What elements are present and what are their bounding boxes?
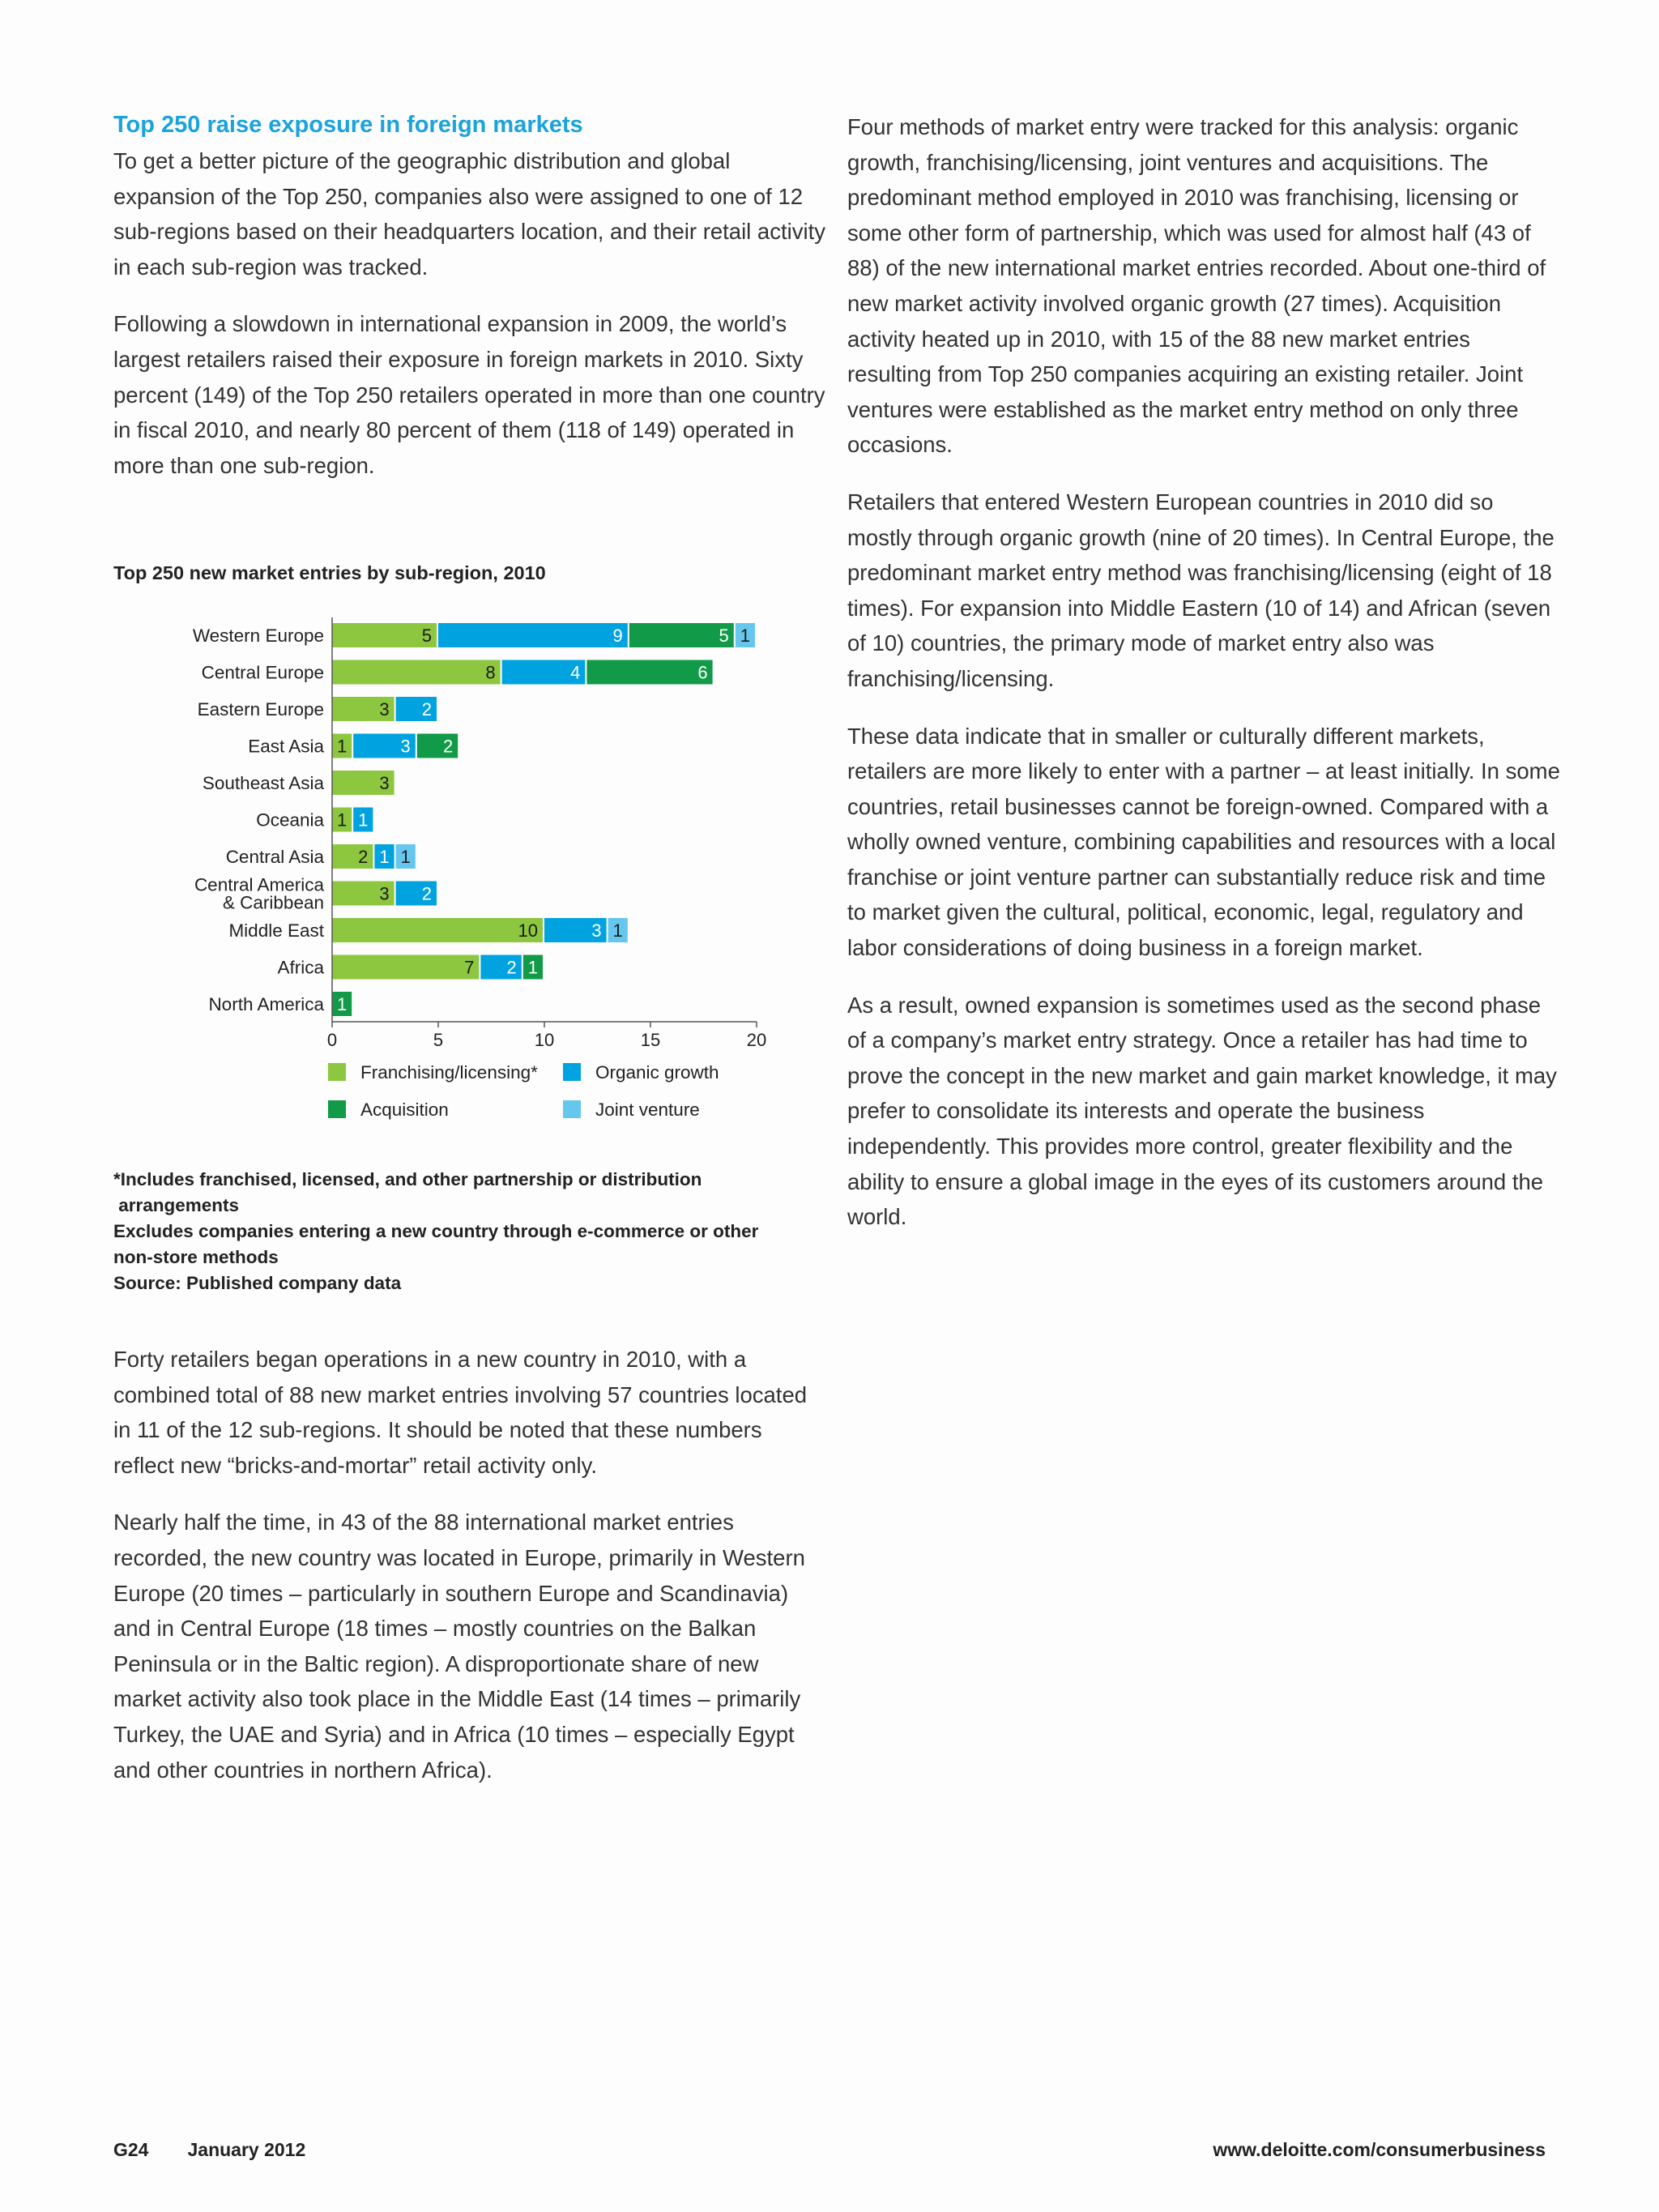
chart-note: *Includes franchised, licensed, and other partnership or distribution bbox=[113, 1169, 702, 1189]
chart-notes bbox=[113, 1167, 826, 1296]
bar-value-label: 3 bbox=[591, 920, 602, 941]
legend-label: Organic growth bbox=[595, 1062, 719, 1083]
paragraph: Four methods of market entry were tracked for this analysis: organic growth, franchising/licensing, joint ventures and acquisitions. The predominant method employed in 2010 was franchising, licensing or some other form of partnership, which was used for almost half (43 of 88) of the new international market entries recorded. About one-third of new market activity involved organic growth (27 times). Acquisition activity heated up in 2010, with 15 of the 88 new market entries resulting from Top 250 companies acquiring an existing retailer. Joint ventures were established as the market entry method on only three occasions. bbox=[847, 114, 1546, 458]
category-label: North America bbox=[208, 994, 324, 1014]
bar-value-label: 3 bbox=[379, 773, 390, 793]
footer-url[interactable]: www.deloitte.com/consumerbusiness bbox=[1213, 2139, 1546, 2160]
bar-value-label: 1 bbox=[612, 920, 623, 941]
bar-value-label: 4 bbox=[570, 662, 581, 683]
x-tick-label: 5 bbox=[433, 1030, 444, 1050]
category-label: Central Asia bbox=[225, 847, 324, 867]
category-label: Eastern Europe bbox=[197, 699, 324, 720]
paragraph: Forty retailers began operations in a new country in 2010, with a combined total of 88 new market entries involving 57 countries located in 11 of the 12 sub-regions. It should be noted that these numbers reflect new “bricks-and-mortar” retail activity only. bbox=[113, 1347, 808, 1478]
chart-note: non-store methods bbox=[113, 1247, 279, 1267]
chart-note: Excludes companies entering a new country through e-commerce or other bbox=[113, 1221, 759, 1241]
bar-segment bbox=[332, 918, 543, 942]
publication-date: January 2012 bbox=[187, 2139, 306, 2160]
left-column bbox=[113, 109, 826, 505]
bar-value-label: 6 bbox=[697, 662, 708, 683]
chart-note: arrangements bbox=[113, 1195, 240, 1215]
legend-label: Joint venture bbox=[595, 1100, 700, 1120]
category-label: Central Europe bbox=[201, 662, 324, 683]
right-column bbox=[847, 109, 1560, 1257]
page-number: G24 bbox=[113, 2139, 149, 2160]
category-label: Africa bbox=[277, 957, 324, 978]
bar-value-label: 9 bbox=[612, 626, 623, 646]
bar-value-label: 2 bbox=[358, 847, 369, 867]
paragraph: Following a slowdown in international expansion in 2009, the world’s largest retailers raised their exposure in foreign markets in 2010. Sixty percent (149) of the Top 250 retailers operated in more than one country in fiscal 2010, and nearly 80 percent of them (118 of 149) operated in more than one sub-region. bbox=[113, 311, 825, 478]
bar-value-label: 10 bbox=[518, 920, 538, 941]
bar-value-label: 3 bbox=[379, 883, 390, 904]
bar-segment bbox=[629, 623, 734, 647]
bar-value-label: 3 bbox=[400, 736, 411, 757]
bar-value-label: 2 bbox=[506, 957, 517, 978]
paragraph: Nearly half the time, in 43 of the 88 international market entries recorded, the new country was located in Europe, primarily in Western Europe (20 times – particularly in southern Europe and Scandinavia) and in Central Europe (18 times – mostly countries on the Balkan Peninsula or in the Baltic region). A disproportionate share of new market activity also took place in the Middle East (14 times – primarily Turkey, the UAE and Syria) and in Africa (10 times – especially Egypt and other countries in northern Africa). bbox=[113, 1510, 805, 1783]
bar-value-label: 1 bbox=[336, 994, 348, 1014]
stacked-bar-chart bbox=[113, 595, 826, 1162]
category-label: Southeast Asia bbox=[202, 773, 324, 793]
legend-swatch bbox=[563, 1100, 581, 1118]
bar-segment bbox=[586, 660, 712, 685]
paragraph: Retailers that entered Western European countries in 2010 did so mostly through organic growth (nine of 20 times). In Central Europe, the predominant market entry method was franchising/licensing (eight of 18 times). For expansion into Middle Eastern (10 of 14) and African (seven of 10) countries, the primary mode of market entry also was franchising/licensing. bbox=[847, 489, 1555, 691]
x-tick-label: 20 bbox=[746, 1030, 767, 1050]
paragraph: These data indicate that in smaller or culturally different markets, retailers are more likely to enter with a partner – at least initially. In some countries, retail businesses cannot be foreign-owned. Compared with a wholly owned venture, combining capabilities and resources with a local franchise or joint venture partner can substantially reduce risk and time to market given the cultural, political, economic, legal, regulatory and labor considerations of doing business in a foreign market. bbox=[847, 723, 1560, 961]
paragraph: As a result, owned expansion is sometimes used as the second phase of a company’s market entry strategy. Once a retailer has had time to prove the concept in the new market and gain market knowledge, it may prefer to consolidate its interests and operate the business independently. This provides more control, greater flexibility and the ability to ensure a global image in the eyes of its customers around the world. bbox=[847, 992, 1557, 1230]
bar-value-label: 1 bbox=[379, 847, 390, 867]
bar-segment bbox=[332, 623, 437, 647]
legend-swatch bbox=[328, 1063, 346, 1081]
category-label: Western Europe bbox=[192, 626, 324, 646]
bar-value-label: 1 bbox=[336, 809, 348, 831]
bar-value-label: 7 bbox=[464, 957, 475, 978]
bar-segment bbox=[332, 660, 501, 685]
bar-value-label: 1 bbox=[400, 847, 411, 867]
bar-value-label: 5 bbox=[421, 626, 432, 646]
legend-label: Franchising/licensing* bbox=[360, 1062, 538, 1083]
chart-source: Source: Published company data bbox=[113, 1273, 402, 1293]
left-lower-text bbox=[113, 1342, 826, 1809]
bar-segment bbox=[438, 623, 628, 647]
bar-value-label: 2 bbox=[421, 883, 432, 904]
legend-label: Acquisition bbox=[360, 1100, 449, 1120]
x-tick-label: 0 bbox=[326, 1030, 338, 1050]
bar-value-label: 1 bbox=[740, 626, 750, 646]
chart-title: Top 250 new market entries by sub-region, 2010 bbox=[113, 562, 546, 583]
x-tick-label: 10 bbox=[534, 1030, 555, 1050]
paragraph: To get a better picture of the geographic distribution and global expansion of the Top 250, companies also were assigned to one of 12 sub-regions based on their headquarters location, and their retail activity in each sub-region was tracked. bbox=[113, 148, 825, 280]
bar-value-label: 2 bbox=[421, 699, 432, 720]
category-label: Central America bbox=[194, 874, 324, 895]
category-label: Middle East bbox=[228, 920, 324, 941]
bar-value-label: 1 bbox=[336, 736, 348, 757]
bar-value-label: 1 bbox=[358, 809, 369, 831]
bar-value-label: 1 bbox=[527, 957, 538, 978]
bar-value-label: 2 bbox=[442, 736, 454, 757]
legend-swatch bbox=[328, 1100, 346, 1118]
category-label: Oceania bbox=[256, 809, 324, 831]
chart-figure bbox=[113, 561, 826, 1296]
category-label: & Caribbean bbox=[222, 892, 324, 913]
category-label: East Asia bbox=[248, 736, 324, 757]
legend-swatch bbox=[563, 1063, 581, 1081]
bar-value-label: 3 bbox=[379, 699, 390, 720]
section-heading: Top 250 raise exposure in foreign markets bbox=[113, 112, 583, 138]
bar-value-label: 5 bbox=[719, 626, 729, 646]
x-tick-label: 15 bbox=[640, 1030, 661, 1050]
footer-left bbox=[113, 2139, 305, 2161]
bar-segment bbox=[332, 955, 479, 980]
bar-value-label: 8 bbox=[485, 662, 496, 683]
